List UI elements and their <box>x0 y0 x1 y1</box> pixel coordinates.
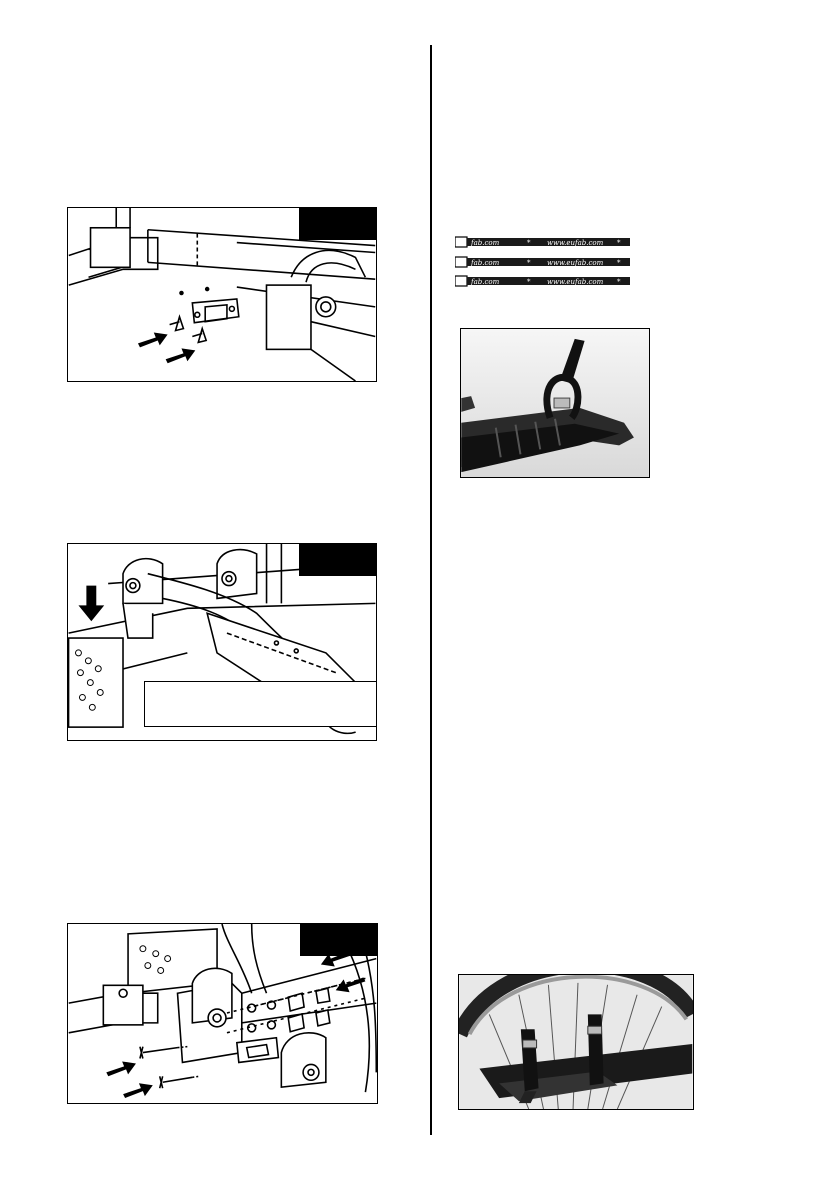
strap-brand-text: fab.com <box>471 239 500 247</box>
figure-label-tag <box>300 924 377 956</box>
strap-url-text: www.eufab.com <box>547 259 604 267</box>
figure-note-box <box>144 681 377 727</box>
strap-3 <box>455 274 630 288</box>
column-divider <box>430 45 432 1135</box>
strap-2 <box>455 255 630 269</box>
photo-wheel-strapped <box>458 974 694 1110</box>
figure-bracket-bolts <box>67 207 377 382</box>
svg-text:*: * <box>617 278 621 286</box>
wheel-strap-photo-icon <box>459 975 693 1109</box>
svg-text:*: * <box>527 278 531 286</box>
svg-text:*: * <box>527 239 531 247</box>
svg-text:*: * <box>617 259 621 267</box>
figure-label-tag <box>299 544 376 576</box>
figure-arm-mount <box>67 543 377 741</box>
strap-rail-photo-icon <box>461 329 649 477</box>
svg-text:*: * <box>617 239 621 247</box>
figure-hinge-assembly <box>67 923 378 1104</box>
svg-text:*: * <box>527 259 531 267</box>
strap-1 <box>455 235 630 249</box>
figure-label-tag <box>299 208 376 240</box>
strap-brand-text: fab.com <box>471 278 500 286</box>
photo-strap-on-rail <box>460 328 650 478</box>
strap-brand-text: fab.com <box>471 259 500 267</box>
strap-url-text: www.eufab.com <box>547 239 604 247</box>
strap-url-text: www.eufab.com <box>547 278 604 286</box>
